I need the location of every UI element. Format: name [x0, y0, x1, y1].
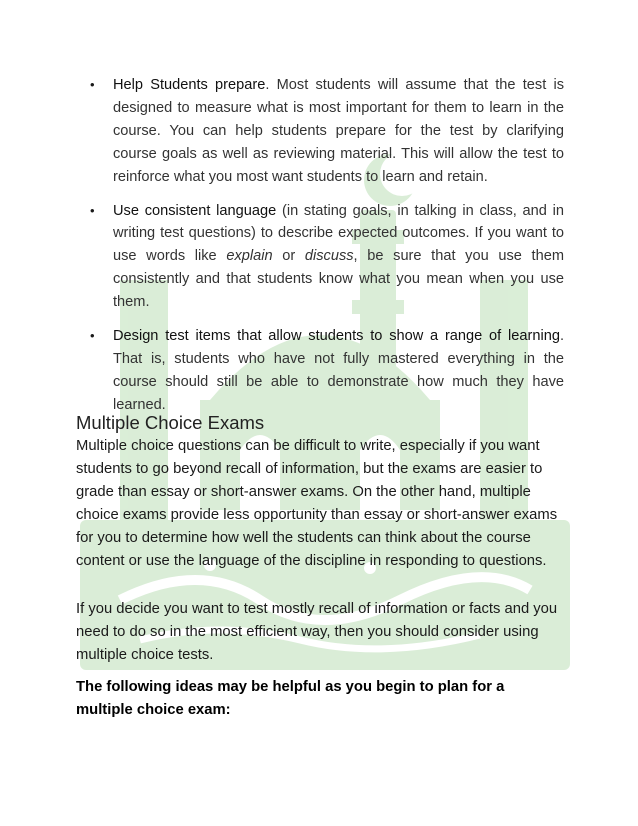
bold-paragraph: The following ideas may be helpful as you begin to plan for a multiple choice exam: [76, 679, 505, 718]
bullet-icon: • [90, 77, 95, 92]
tips-list [90, 74, 564, 428]
paragraph: If you decide you want to test mostly recall of information or facts and you need to do so in the most efficient way, then you should consider using multiple choice tests. [76, 601, 558, 663]
bullet-body: , be sure that you use them consistently and that students know what you mean when you use them. [113, 248, 564, 311]
bullet-body: or [272, 248, 305, 265]
bullet-lead: Use consistent language [113, 202, 277, 219]
emphasis-explain: explain [226, 248, 273, 265]
list-item [90, 74, 564, 189]
bullet-body: . Most students will assume that the test is designed to measure what is most important for them to learn in the course. You can help students prepare for the test by clarifying course goals as well as reviewing material. This will allow the test to reinforce what you most want students to learn and retain. [113, 77, 565, 185]
bullet-lead: Help Students prepare [113, 77, 266, 93]
section-heading: Multiple Choice Exams [76, 412, 265, 433]
list-item [90, 325, 564, 417]
bullet-body: . That is, students who have not fully mastered everything in the course should still be able to demonstrate how much they have learned. [113, 328, 564, 413]
emphasis-discuss: discuss [304, 248, 354, 265]
bullet-body: (in stating goals, in talking in class, and in writing test questions) to describe expected outcomes. If you want to use words like [113, 202, 564, 265]
bullet-icon: • [90, 202, 95, 218]
bullet-lead: Design test items that allow students to show a range of learning [113, 328, 560, 345]
paragraph: Multiple choice questions can be difficult to write, especially if you want students to go beyond recall of information, but the exams are easier to grade than essay or short-answer exams. On the other hand, multiple choice exams provide less opportunity than essay or short-answer exams for you to determine how well the students can think about the course content or use the language of the discipline in responding to questions. [76, 438, 558, 569]
bullet-icon: • [90, 328, 95, 344]
list-item [90, 200, 564, 315]
